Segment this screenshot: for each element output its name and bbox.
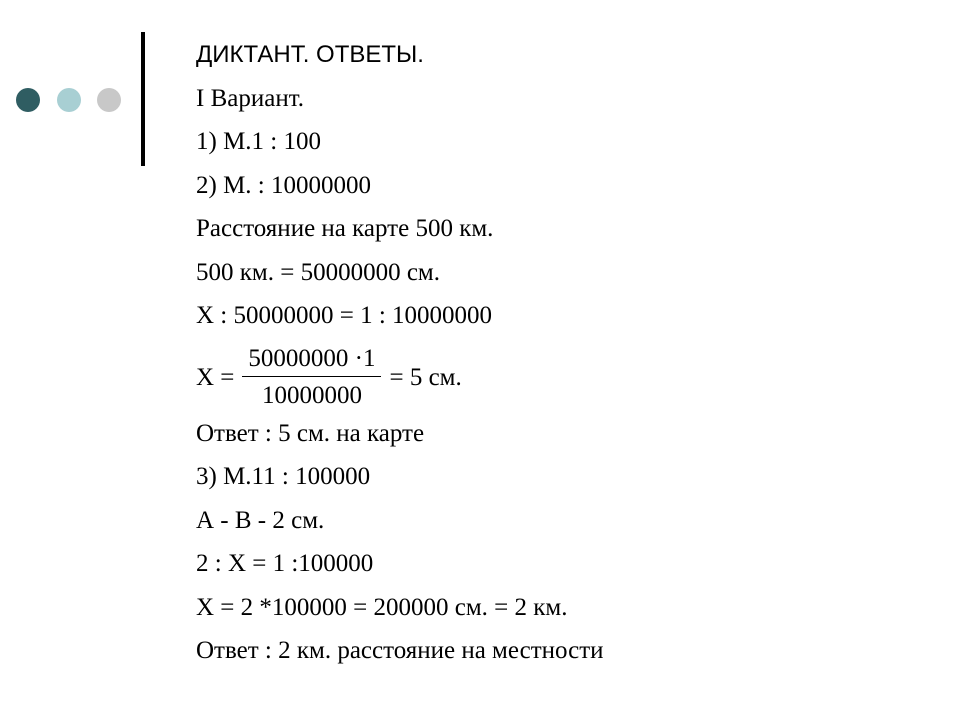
decor-dot-gray xyxy=(97,88,121,112)
answer-line: Х : 50000000 = 1 : 10000000 xyxy=(196,302,493,329)
answer-line: 500 км. = 50000000 см. xyxy=(196,258,440,286)
answer-line: Ответ : 5 см. на карте xyxy=(196,419,425,447)
decor-vertical-bar xyxy=(141,32,145,166)
answer-line: Х = 2 *100000 = 200000 см. = 2 км. xyxy=(196,593,568,621)
fraction-denominator: 10000000 xyxy=(261,382,362,409)
slide-content xyxy=(196,40,936,680)
fraction-formula xyxy=(196,343,936,413)
answer-line: А - В - 2 см. xyxy=(196,506,325,534)
answer-line: Ответ : 2 км. расстояние на местности xyxy=(196,637,604,664)
formula-lhs: Х = xyxy=(196,363,235,391)
variant-heading: I Вариант. xyxy=(196,84,304,112)
fraction-numerator: 50000000 ·1 xyxy=(242,344,381,377)
formula-rhs: = 5 см. xyxy=(389,363,462,391)
decor-dot-light xyxy=(57,88,81,112)
answer-line: 2) М. : 10000000 xyxy=(196,171,371,199)
slide-title: ДИКТАНТ. ОТВЕТЫ. xyxy=(196,41,424,68)
decor-dot-dark xyxy=(16,88,40,112)
answer-line: 1) М.1 : 100 xyxy=(196,128,321,155)
fraction xyxy=(242,344,381,411)
answer-line: 3) М.11 : 100000 xyxy=(196,463,371,490)
answer-line: Расстояние на карте 500 км. xyxy=(196,215,494,242)
answer-line: 2 : Х = 1 :100000 xyxy=(196,550,374,577)
